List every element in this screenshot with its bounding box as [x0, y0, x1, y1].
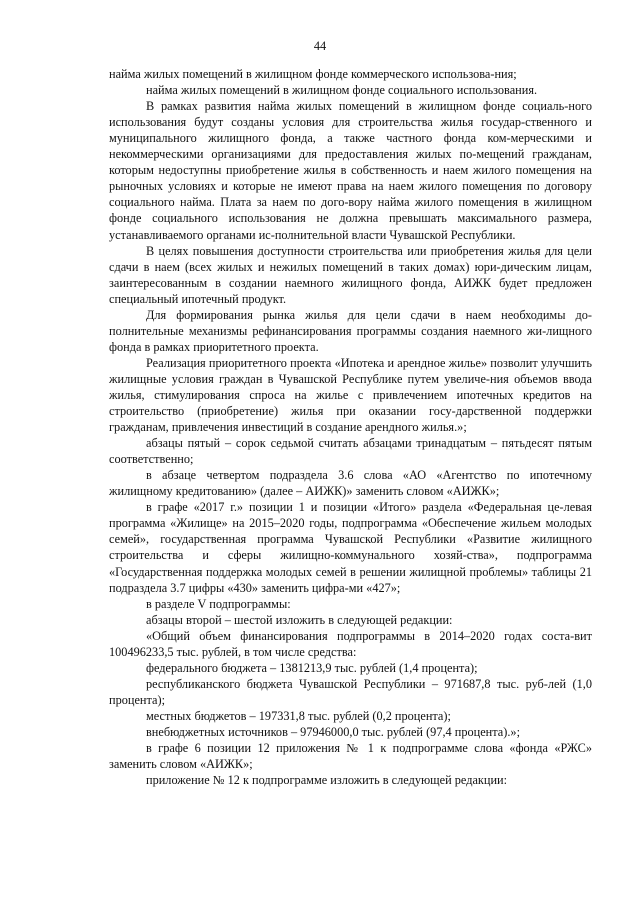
- paragraph: абзацы пятый – сорок седьмой считать абзацами тринадцатым – пятьдесят пятым соответственно;: [109, 436, 592, 467]
- paragraph: найма жилых помещений в жилищном фонде социального использования.: [146, 83, 538, 98]
- paragraph: Для формирования рынка жилья для цели сдачи в наем необходимы до-полнительные механизмы рефинансирования программы создания наемного жи-лищного фонда в рамках приоритетного проекта.: [109, 307, 592, 354]
- paragraph: в разделе V подпрограммы:: [146, 596, 291, 611]
- paragraph: федерального бюджета – 1381213,9 тыс. рублей (1,4 процента);: [146, 660, 478, 675]
- paragraph: найма жилых помещений в жилищном фонде коммерческого использова-ния;: [109, 67, 517, 82]
- paragraph: «Общий объем финансирования подпрограммы в 2014–2020 годах соста-вит 100496233,5 тыс. рублей, в том числе средства:: [109, 628, 592, 659]
- paragraph: абзацы второй – шестой изложить в следующей редакции:: [146, 612, 453, 627]
- paragraph: В рамках развития найма жилых помещений в жилищном фонде социаль-ного использования будут созданы условия для строительства жилья государ-ственного и муниципального жилищного фонда, а также частного фонда ком-мерческими и некоммерческими организациями для предоставления жилых по-мещений гражданам, которым недоступны приобретение жилья в собственность и наем жилого помещения на рыночных условиях и которые не имеют права на наем жилого помещения по договору социального найма. Плата за наем по дого-вору найма жилого помещения в жилищном фонде социального использования не должна превышать максимального размера, устанавливаемого органами ис-полнительной власти Чувашской Республики.: [109, 99, 592, 242]
- paragraph: республиканского бюджета Чувашской Республики – 971687,8 тыс. руб-лей (1,0 процента);: [109, 676, 592, 707]
- page-number: 44: [313, 39, 327, 53]
- paragraph: в абзаце четвертом подраздела 3.6 слова «АО «Агентство по ипотечному жилищному кредитованию» (далее – АИЖК)» заменить словом «АИЖК»;: [109, 468, 592, 499]
- paragraph: Реализация приоритетного проекта «Ипотека и арендное жилье» позволит улучшить жилищные условия граждан в Чувашской Республике путем увеличе-ния объемов ввода жилья, стимулирования спроса на жилье с привлечением ипотечных кредитов на строительство (приобретение) жилья при оказании госу-дарственной поддержки гражданам, привлечения инвестиций в создание арендного жилья.»;: [109, 355, 592, 435]
- paragraph: приложение № 12 к подпрограмме изложить в следующей редакции:: [146, 773, 508, 788]
- paragraph: в графе 6 позиции 12 приложения № 1 к подпрограмме слова «фонда «РЖС» заменить словом «АИЖК»;: [109, 741, 592, 772]
- body-text: [109, 66, 592, 788]
- paragraph: местных бюджетов – 197331,8 тыс. рублей (0,2 процента);: [146, 708, 451, 723]
- paragraph: в графе «2017 г.» позиции 1 и позиции «Итого» раздела «Федеральная це-левая программа «Жилище» на 2015–2020 годы, подпрограмма «Обеспечение жильем молодых семей», государственная программа Чувашской Республики «Развитие жилищного строительства и сферы жилищно-коммунального хозяй-ства», подпрограмма «Государственная поддержка молодых семей в решении жилищной проблемы» таблицы 21 подраздела 3.7 цифры «430» заменить цифра-ми «427»;: [109, 500, 592, 595]
- paragraph: внебюджетных источников – 97946000,0 тыс. рублей (97,4 процента).»;: [146, 724, 520, 739]
- paragraph: В целях повышения доступности строительства или приобретения жилья для цели сдачи в наем (всех жилых и нежилых помещений в таких домах) юри-дическим лицам, заинтересованным в создании наемного жилищного фонда, АИЖК будет предложен специальный ипотечный продукт.: [109, 243, 592, 306]
